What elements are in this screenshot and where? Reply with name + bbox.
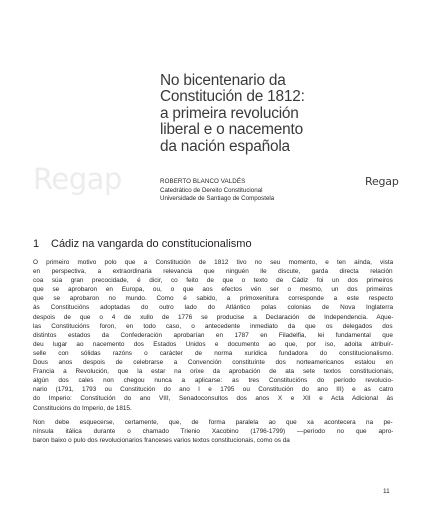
paragraph — [33, 258, 393, 413]
text-line: despois de que o 4 de xullo de 1776 se producise a Declaración de Independencia. Aque- — [33, 313, 393, 321]
title-line: a primeira revolución — [160, 104, 299, 122]
title-line: No bicentenario da — [160, 72, 286, 89]
text-line: las Constitucións foron, en todo caso, o antecedente inmediato da que os delegados dos — [33, 322, 393, 330]
text-line: Dous anos despois de celebrarse a Convención constituínte dos norteamericanos estalou en — [33, 359, 393, 367]
text-line: nario (1791, 1793 ou Constitución do ano I e 1795 ou Constitución do ano III) e as catro — [33, 386, 393, 394]
regap-watermark-logo: Regap — [33, 162, 122, 196]
text-line: algún dos cales non chegou nunca a aplicarse: as tres Constitucións do período revolucio- — [33, 377, 393, 385]
article-title — [160, 73, 370, 155]
regap-logo: Regap — [365, 175, 399, 188]
title-line: liberal e o nacemento — [160, 121, 303, 139]
text-line: Constitucións do Imperio, de 1815. — [33, 404, 132, 412]
text-line: distintos estados da Confederación aprobarían en 1787 en Filadelfia, lei fundamental que — [33, 331, 393, 339]
title-line: da nación española — [160, 137, 290, 155]
text-line: O primeiro motivo polo que a Constitución de 1812 tivo no seu momento, e ten aínda, vista — [33, 259, 393, 266]
text-line: deu lugar ao nacemento dos Estados Unidos e documento ao que, por iso, adoita atribuír- — [33, 340, 393, 348]
text-line: selle con sólidas razóns o carácter de norma xurídica fundadora do constitucionalismo. — [33, 349, 393, 357]
text-line: Francia a Revolución, que la estar na orixe da aprobación de ata sete textos constitucionais, — [33, 368, 393, 376]
text-line: baron baixo o pulo dos revolucionarios franceses varios textos constitucionais, como os da — [33, 436, 290, 444]
page-number: 11 — [383, 488, 390, 495]
text-line: que se aprobaron en Europa, ou, o que aos efectos vén ser o mesmo, un dos primeiros — [33, 286, 393, 294]
section-title: Cádiz na vangarda do constitucionalismo — [51, 238, 252, 250]
text-line: coa súa gran precocidade, é dicir, co feito de que o texto de Cádiz foi un dos primeiros — [33, 277, 393, 285]
author-name: ROBERTO BLANCO VALDÉS — [160, 178, 246, 185]
text-line: que se aprobaron no mundo. Como é sabido, a primoxenitura corresponde a este respecto — [33, 295, 393, 303]
text-line: do Imperio: Constitución do ano VIII, Senadoconsultos dos anos X e XII e Acta Adicional ás — [33, 395, 393, 403]
text-line: nínsula itálica durante o chamado Trienio Xacobino (1796-1799) —período no que apro- — [33, 427, 393, 435]
body-text — [33, 258, 393, 445]
author-block — [160, 178, 274, 204]
text-line: Non debe esquecerse, certamente, que, de forma paralela ao que xa acontecera na pe- — [33, 418, 393, 426]
title-line: Constitución de 1812: — [160, 88, 305, 106]
section-heading — [33, 238, 252, 250]
paragraph — [33, 418, 393, 445]
section-number: 1 — [33, 238, 40, 250]
text-line: en perspectiva, a extraordinaria relevancia que ninguén lle discute, garda directa relación — [33, 268, 393, 276]
author-role: Catedrático de Dereito Constitucional — [160, 186, 263, 194]
text-line: ás Constitucións adoptadas do outro lado do Atlántico polas colonias de Nova Inglaterra — [33, 304, 393, 312]
author-institution: Universidade de Santiago de Compostela — [160, 195, 275, 203]
